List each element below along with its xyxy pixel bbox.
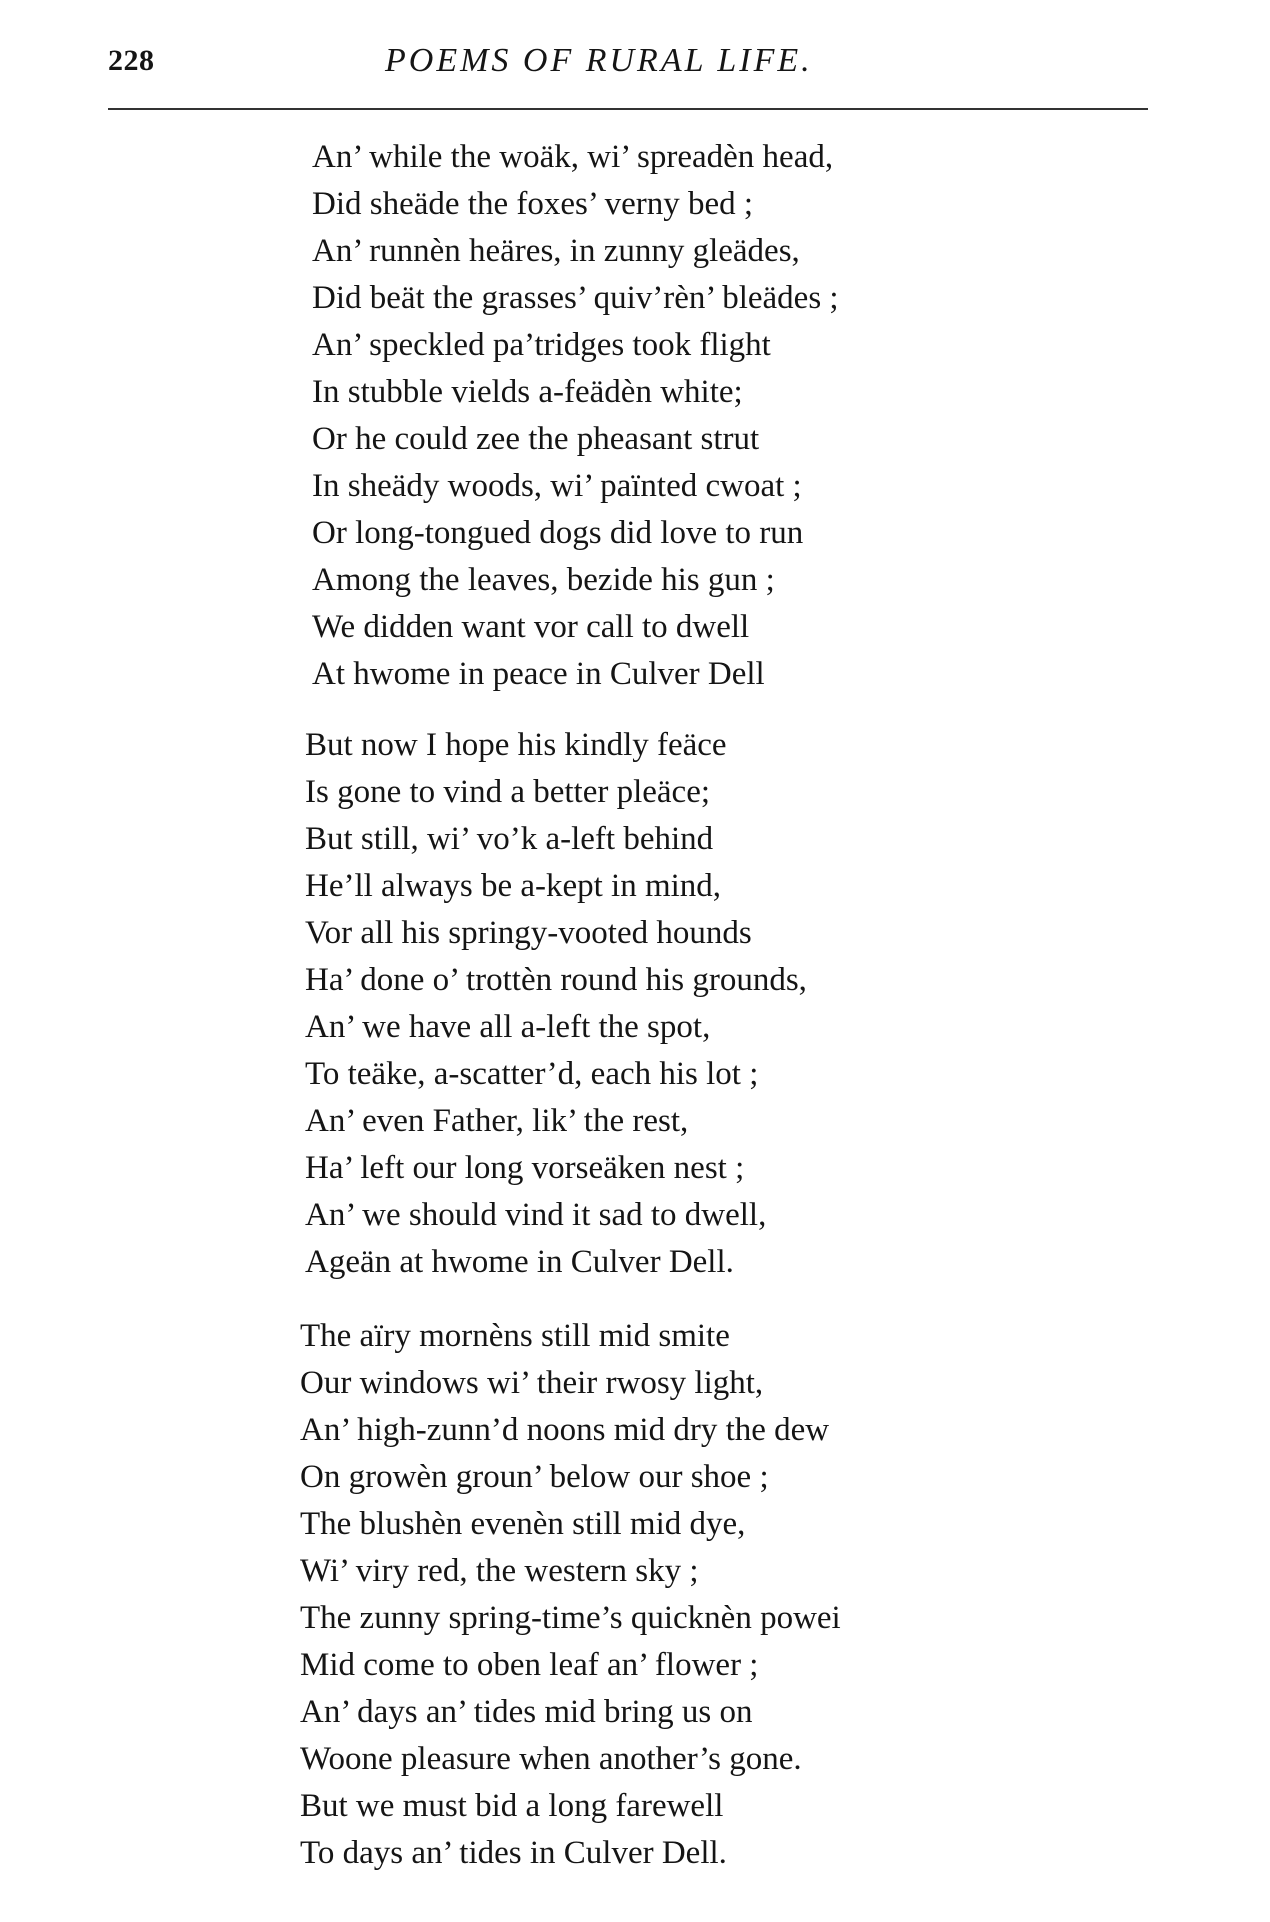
poem-line: In stubble vields a-feädèn white; [312,374,743,410]
poem-line: Ageän at hwome in Culver Dell. [305,1244,734,1280]
poem-line: Is gone to vind a better pleäce; [305,774,711,810]
poem-line: On growèn groun’ below our shoe ; [300,1459,769,1495]
poem-line: Among the leaves, bezide his gun ; [312,562,775,598]
poem-line: To teäke, a-scatter’d, each his lot ; [305,1056,759,1092]
poem-line: Or long-tongued dogs did love to run [312,515,804,551]
poem-line: The blushèn evenèn still mid dye, [300,1506,746,1542]
poem-line: Our windows wi’ their rwosy light, [300,1365,764,1401]
poem-line: Wi’ viry red, the western sky ; [300,1553,699,1589]
poem-line: Mid come to oben leaf an’ flower ; [300,1647,759,1683]
poem-line: An’ even Father, lik’ the rest, [305,1103,689,1139]
header-rule [108,108,1148,110]
poem-line: The aïry mornèns still mid smite [300,1318,730,1354]
poem-line: Or he could zee the pheasant strut [312,421,760,457]
running-title: POEMS OF RURAL LIFE. [385,42,813,79]
poem-line: An’ high-zunn’d noons mid dry the dew [300,1412,830,1448]
poem-line: An’ we should vind it sad to dwell, [305,1197,767,1233]
stanza-3 [300,1313,841,1877]
poem-line: Ha’ done o’ trottèn round his grounds, [305,962,807,998]
stanza-2 [305,722,807,1286]
poem-line: An’ days an’ tides mid bring us on [300,1694,753,1730]
poem-line: Did sheäde the foxes’ verny bed ; [312,186,754,222]
poem-line: An’ we have all a-left the spot, [305,1009,711,1045]
page-number: 228 [108,44,155,77]
poem-line: The zunny spring-time’s quicknèn powei [300,1600,841,1636]
poem-line: We didden want vor call to dwell [312,609,750,645]
poem-line: An’ runnèn heäres, in zunny gleädes, [312,233,800,269]
poem-line: Vor all his springy-vooted hounds [305,915,752,951]
poem-line: Woone pleasure when another’s gone. [300,1741,802,1777]
poem-line: But still, wi’ vo’k a-left behind [305,821,714,857]
poem-line: But we must bid a long farewell [300,1788,724,1824]
poem-line: Ha’ left our long vorseäken nest ; [305,1150,745,1186]
poem-line: In sheädy woods, wi’ païnted cwoat ; [312,468,802,504]
poem-line: Did beät the grasses’ quiv’rèn’ bleädes ; [312,280,839,316]
poem-line: An’ speckled pa’tridges took flight [312,327,771,363]
poem-line: He’ll always be a-kept in mind, [305,868,722,904]
poem-line: An’ while the woäk, wi’ spreadèn head, [312,139,834,175]
poem-line: At hwome in peace in Culver Dell [312,656,765,692]
stanza-1 [312,134,839,698]
poem-line: But now I hope his kindly feäce [305,727,727,763]
poem-line: To days an’ tides in Culver Dell. [300,1835,727,1871]
